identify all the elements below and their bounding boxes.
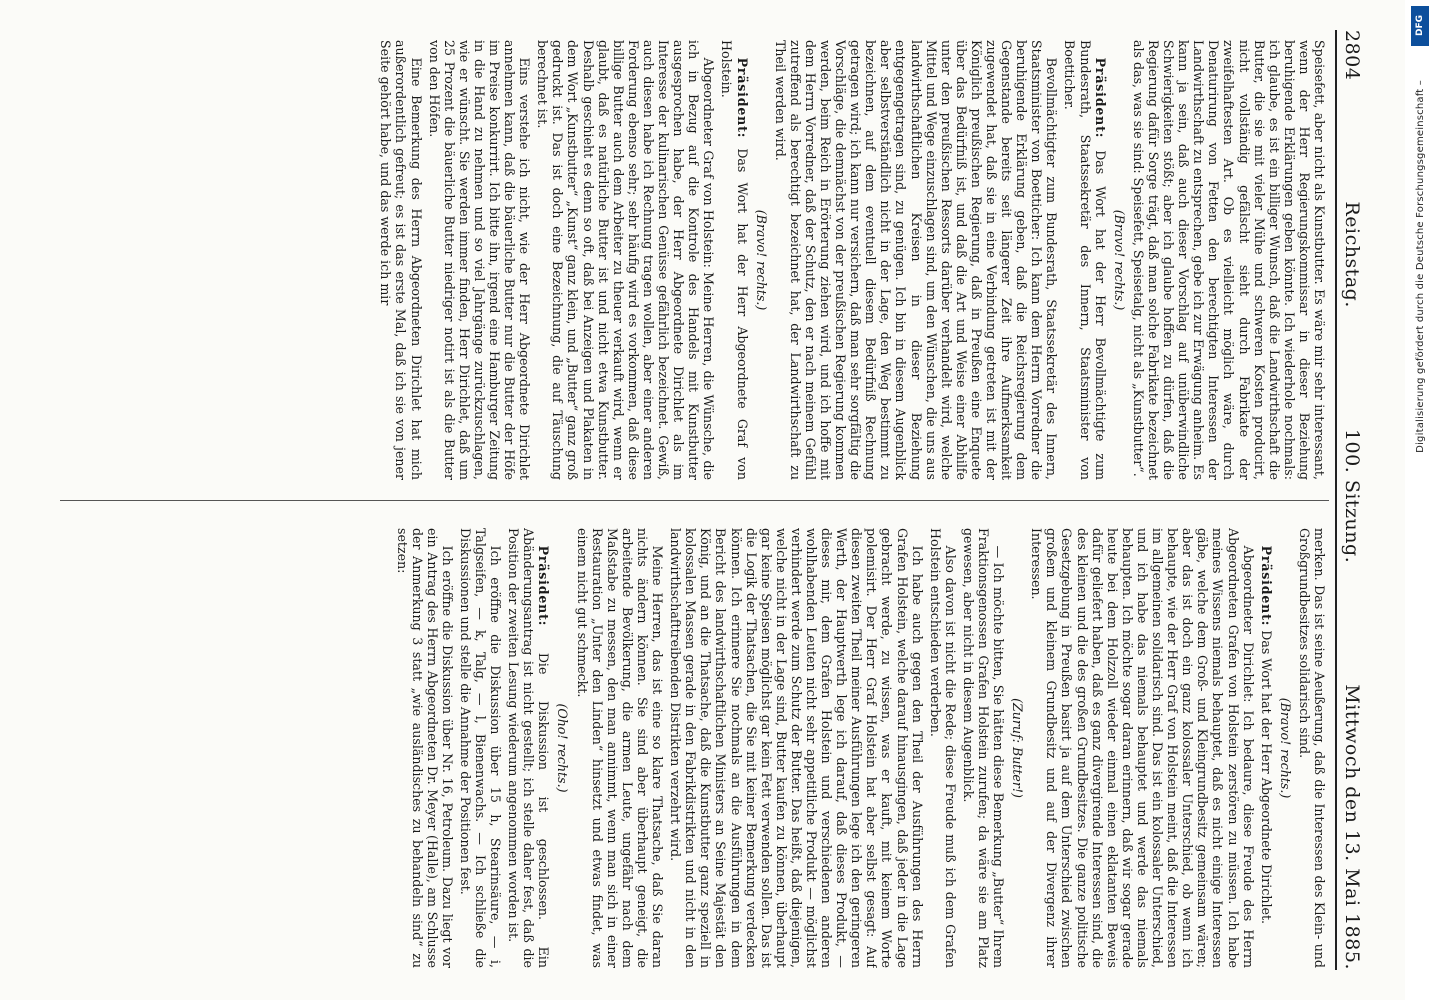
paragraph-text: Das Wort hat der Herr Abgeordnete Dirichlet. [1258, 626, 1274, 925]
left-column [30, 40, 1327, 480]
paragraph-text: Also davon ist nicht die Rede; diese Freude muß ich dem Grafen Holstein entschieden verderben. [927, 528, 958, 968]
paragraph [928, 528, 958, 968]
paragraph [1062, 40, 1107, 480]
page-header [1341, 30, 1371, 970]
speaker-label: Präsident: [1258, 545, 1274, 627]
paragraph-text: Das Wort hat der Herr Abgeordnete Graf von Holstein. [719, 40, 750, 480]
paragraph-text: Das Wort hat der Herr Bevollmächtigte zum Bundesrath, Staatssekretär des Innern, Staatsminister von Boetticher. [1062, 40, 1108, 480]
paragraph [1297, 528, 1327, 968]
dfg-logo-icon: DFG [1411, 6, 1429, 46]
paragraph-text: Die Diskussion ist geschlossen. Ein Abänderungsantrag ist nicht gestellt; ich stelle daher fest, daß die Position der zweiten Lesung wiederum angenommen worden ist. [506, 528, 552, 968]
paragraph [427, 40, 533, 480]
paragraph-text: Speisefett, aber nicht als Kunstbutter. Es wäre mir sehr interessant, wenn der Herr Regierungskommissar in dieser Beziehung beruhigende Erklärungen geben könnte. Ich wiederhole nochmals: ich glaube, es ist ein billiger Wunsch, daß die Landwirthschaft die Butter, die sie mit vieler Mühe und schweren Kosten producirt, nicht vollständig gefälscht sieht durch Fabrikate der zweifelhaftesten Art. Ob es vielleicht möglich wäre, durch Denaturirung von Fetten den berechtigten Interessen der Landwirthschaft zu entsprechen, gebe ich zur Erwägung anheim. Es kann ja sein, daß auch dieser Vorschlag auf unüberwindliche Schwierigkeiten stößt; aber ich glaube hoffen zu dürfen, daß die Regierung dafür Sorge trägt, daß man solche Fabrikate bezeichnet als das, was sie sind: Speisefett, Speisetalg, nicht als „Kunstbutter“. [1130, 40, 1327, 480]
paragraph-text: (Zuruf: Butter!) [1010, 698, 1026, 798]
paragraph-text: (Oho! rechts.) [555, 703, 571, 793]
paragraph-text: (Bravo! rechts.) [1277, 697, 1293, 799]
source-title: Reichstag. [1341, 201, 1363, 308]
paragraph [668, 528, 925, 968]
paragraph-text: Meine Herren, das ist eine so klare Thatsache, daß Sie daran nichts ändern können. Sie sind aber überhaupt geneigt, die arbeitende Bevölkerung, die armen Leute, ungefähr nach dem Maßstabe zu messen, den man annimmt, wenn man sich in einer Restauration „Unter den Linden“ hinsetzt und etwas findet, was einem nicht gut schmeckt. [574, 528, 666, 968]
header-rule [1335, 30, 1337, 970]
digitization-note [1408, 0, 1432, 1000]
page-number: 2804 [1341, 30, 1363, 81]
paragraph-text: — Ich möchte bitten, Sie hätten diese Bemerkung „Butter“ Ihrem Fraktionsgenossen Grafen Holstein zurufen; da wäre sie am Platz gewesen, aber nicht in diesem Augenblick. [960, 528, 1007, 968]
paragraph-text: Ich eröffne die Diskussion über 15 h, Stearinsäure, — i, Talgseifen, — k, Talg, — l, Bienenwachs. — Ich schließe die Diskussionen und stelle die Annahme der Positionen fest. [457, 528, 504, 968]
digitization-text: Digitalisierung gefördert durch die Deutsche Forschungsgemeinschaft – [1414, 80, 1426, 453]
paragraph [1131, 40, 1327, 480]
column-separator [60, 500, 1329, 501]
paragraph [506, 528, 551, 968]
right-column [30, 528, 1327, 968]
applause-note [1112, 40, 1127, 480]
paragraph-text: Ich habe auch gegen den Theil der Ausführungen des Herrn Grafen Holstein, welche darauf hinausgingen, daß jeder in die Lage gebracht werde, zu wissen, was er kauft, mit keinem Worte polemisirt. Der Herr Graf Holstein hat aber selbst gesagt: Auf diesen zweiten Theil meiner Ausführungen lege ich den geringeren Werth, der Hauptwerth lege ich darauf, daß dieses Produkt, — dieses mir, dem Grafen Holstein und verschiedenen anderen wohlhabenden Leuten nicht sehr appetitliche Produkt — möglichst verhindert werde zum Schutz der Butter. Das heißt, daß diejenigen, welche nicht in der Lage sind, Butter kaufen zu können, überhaupt gar keine Speisen möglichst gar kein Fett verwenden sollen. Das ist die Logik der Thatsachen, die Sie mit keiner Bemerkung verdecken können. Ich erinnere Sie nochmals an die Ausführungen in dem Bericht des landwirthschaftlichen Ministers an Seine Majestät den König, und an die Thatsache, daß die Kunstbutter ganz speziell in kolossalen Massen gerade in den Fabrikdistrikten und nicht in den landwirthschafttreibenden Distrikten verzehrt wird. [668, 528, 925, 968]
paragraph [378, 40, 423, 480]
applause-note [754, 40, 769, 480]
paragraph-text: Abgeordneter Graf von Holstein: Meine Herren, die Wünsche, die ich in Bezug auf die Kontrole des Handels mit Kunstbutter ausgesprochen habe, der Herr Abgeordnete Dirichlet als im Interesse der kulinarischen Genüsse gefährlich bezeichnet. Gewiß, auch diesen habe ich Rechnung tragen wollen, aber einer anderen Forderung ebenso sehr; sehr häufig wird es vorkommen, daß diese billige Butter auch dem Arbeiter zu theuer verkauft wird, wenn er glaubt, daß es natürliche Butter ist und nicht etwa Kunstbutter. Deshalb geschieht es denn so oft, daß bei Anzeigen und Plakaten in dem Wort „Kunstbutter“ „Kunst“ ganz klein, und „Butter“ ganz groß gedruckt ist. Das ist doch eine Bezeichnung, die auf Täuschung berechnet ist. [535, 40, 717, 480]
paragraph-text: Eins verstehe ich nicht, wie der Herr Abgeordnete Dirichlet annehmen kann, daß die bäuerliche Butter nur die Butter der Höfe im Preise konkurrirt. Ich bitte ihn, irgend eine Hamburger Zeitung in die Hand zu nehmen und so viel Jahrgänge zurückzuschlagen, wie er wünscht. Sie werden immer finden, Herr Dirichlet, daß um 25 Prozent die bäuerliche Butter niedriger notirt ist als die Butter von den Höfen. [426, 40, 533, 480]
paragraph [719, 40, 749, 480]
speaker-label: Präsident: [734, 57, 750, 139]
paragraph-text: (Bravo! rechts.) [1111, 209, 1127, 311]
paragraph-text: merken. Das ist seine Aeußerung, daß die Interessen des Klein- und Großgrundbesitzes solidarisch sind. [1296, 528, 1327, 968]
applause-note [1010, 528, 1025, 968]
session-title: 100. Sitzung. [1341, 428, 1363, 564]
speaker-label: Präsident: [536, 545, 552, 627]
paragraph [535, 40, 716, 480]
paragraph-text: Eine Bemerkung des Herrn Abgeordneten Dirichlet hat mich außerordentlich gefreut; es ist das erste Mal, daß ich sie von jener Seite gehört habe, und das werde ich mir [378, 40, 424, 480]
paragraph [1029, 528, 1255, 968]
paragraph-text: Bevollmächtigter zum Bundesrath, Staatssekretär des Innern, Staatsminister von Boetticher: Ich kann dem Herrn Vorredner die beruhigende Erklärung geben, daß die Reichsregierung dem Gegenstande bereits seit längerer Zeit ihre Aufmerksamkeit zugewendet hat, daß sie in eine Verbindung getreten ist mit der Königlich preußischen Regierung, daß in Preußen eine Enquete über das Bedürfniß ist, und daß die Art und Weise einer Abhilfe unter den preußischen Ressorts darüber verhandelt wird, welche Mittel und Wege einzuschlagen sind, um den Wünschen, die uns aus landwirthschaftlichen Kreisen in dieser Beziehung entgegengetragen sind, zu genügen. Ich bin in diesem Augenblick aber selbstverständlich nicht in der Lage, den Weg bestimmt zu bezeichnen, auf dem eventuell diesem Bedürfniß Rechnung getragen wird; ich kann nur versichern, daß man sehr sorgfältig die Vorschläge, die demnächst von der preußischen Regierung kommen werden, beim Reich in Erörterung ziehen wird, und ich hoffe mit dem Herrn Vorredner, daß der Schutz, den er nach meinem Gefühl zutreffend als berechtigt bezeichnet hat, der Landwirthschaft zu Theil werden wird. [772, 40, 1060, 480]
date-line: Mittwoch den 13. Mai 1885. [1341, 684, 1363, 970]
paragraph-text: (Bravo! rechts.) [753, 209, 769, 311]
applause-note [555, 528, 570, 968]
applause-note [1278, 528, 1293, 968]
paragraph-text: Ich eröffne die Diskussion über Nr. 16, Petroleum. Dazu liegt vor ein Antrag des Herrn Abgeordneten Dr. Meyer (Halle), am Schlusse der Anmerkung 3 statt „wie ausländisches zu behandeln sind“ zu setzen: [394, 528, 455, 968]
speaker-label: Präsident: [1092, 57, 1108, 139]
paragraph [961, 528, 1006, 968]
paragraph [1259, 528, 1274, 968]
paragraph [394, 528, 454, 968]
paragraph [773, 40, 1060, 480]
paragraph-text: Abgeordneter Dirichlet: Ich bedaure, diese Freude des Herrn Abgeordneten Grafen von Holstein zerstören zu müssen. Ich habe meines Wissens niemals behauptet, daß es nicht einige Interessen gäbe, welche dem Groß- und Kleingrundbesitz gemeinsam wären; aber das ist doch ein ganz kolossaler Unterschied, ob wenn ich behaupte, wie der Herr Graf von Holstein meint, daß die Interessen im allgemeinen solidarisch sind. Das ist ein kolossaler Unterschied, und ich habe das niemals behauptet und werde das niemals behaupten. Ich möchte sogar daran erinnern, daß wir sogar gerade heute bei dem Holzzoll wieder einmal einen eklatanten Beweis dafür geliefert haben, daß es ganz divergirende Interessen sind, die des kleinen und die des großen Grundbesitzes. Die ganze politische Gesetzgebung in Preußen basirt ja auf dem Unterschied zwischen großem und kleinem Grundbesitz und auf der Divergenz ihrer Interessen. [1029, 528, 1256, 968]
paragraph [575, 528, 666, 968]
paragraph [458, 528, 503, 968]
